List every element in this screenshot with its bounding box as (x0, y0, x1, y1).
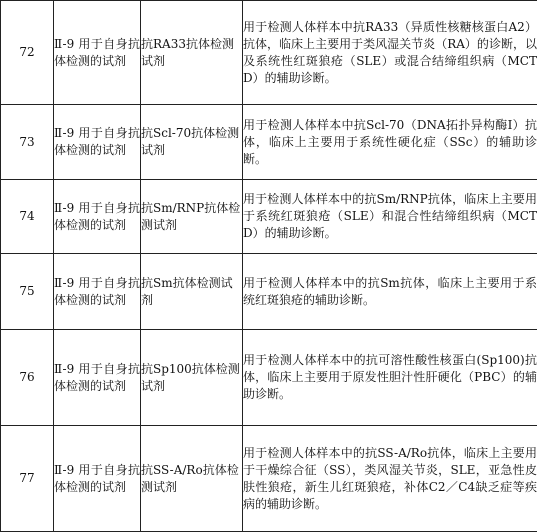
table-row (1, 426, 537, 532)
category-cell: Ⅱ-9 用于自身抗体检测的试剂 (54, 426, 141, 532)
product-name-cell: 抗RA33抗体检测试剂 (141, 1, 243, 105)
product-name-cell: 抗SS-A/Ro抗体检测试剂 (141, 426, 243, 532)
table-row (1, 330, 537, 426)
intended-use-cell: 用于检测人体样本中的抗Sm抗体，临床上主要用于系统红斑狼疮的辅助诊断。 (243, 254, 537, 330)
intended-use-cell: 用于检测人体样本中抗RA33（异质性核糖核蛋白A2）抗体，临床上主要用于类风湿关节炎（RA）的诊断，以及系统性红斑狼疮（SLE）或混合结缔组织病（MCTD）的辅助诊断。 (243, 1, 537, 105)
product-name-cell: 抗Sp100抗体检测试剂 (141, 330, 243, 426)
product-name-cell: 抗Sm/RNP抗体检测试剂 (141, 180, 243, 254)
product-name-cell: 抗Scl-70抗体检测试剂 (141, 105, 243, 180)
category-cell: Ⅱ-9 用于自身抗体检测的试剂 (54, 105, 141, 180)
table-row (1, 1, 537, 105)
category-cell: Ⅱ-9 用于自身抗体检测的试剂 (54, 254, 141, 330)
row-number: 74 (1, 180, 54, 254)
category-cell: Ⅱ-9 用于自身抗体检测的试剂 (54, 180, 141, 254)
category-cell: Ⅱ-9 用于自身抗体检测的试剂 (54, 330, 141, 426)
table-row (1, 105, 537, 180)
row-number: 72 (1, 1, 54, 105)
row-number: 77 (1, 426, 54, 532)
row-number: 73 (1, 105, 54, 180)
intended-use-cell: 用于检测人体样本中的抗可溶性酸性核蛋白(Sp100)抗体，临床上主要用于原发性胆汁性肝硬化（PBC）的辅助诊断。 (243, 330, 537, 426)
intended-use-cell: 用于检测人体样本中抗Scl-70（DNA拓扑异构酶Ⅰ）抗体，临床上主要用于系统性硬化症（SSc）的辅助诊断。 (243, 105, 537, 180)
intended-use-cell: 用于检测人体样本中的抗Sm/RNP抗体，临床上主要用于系统红斑狼疮（SLE）和混合性结缔组织病（MCTD）的辅助诊断。 (243, 180, 537, 254)
category-cell: Ⅱ-9 用于自身抗体检测的试剂 (54, 1, 141, 105)
intended-use-cell: 用于检测人体样本中的抗SS-A/Ro抗体，临床上主要用于干燥综合征（SS），类风湿关节炎，SLE，亚急性皮肤性狼疮，新生儿红斑狼疮，补体C2／C4缺乏症等疾病的辅助诊断。 (243, 426, 537, 532)
table-row (1, 180, 537, 254)
table-row (1, 254, 537, 330)
row-number: 75 (1, 254, 54, 330)
product-name-cell: 抗Sm抗体检测试剂 (141, 254, 243, 330)
row-number: 76 (1, 330, 54, 426)
